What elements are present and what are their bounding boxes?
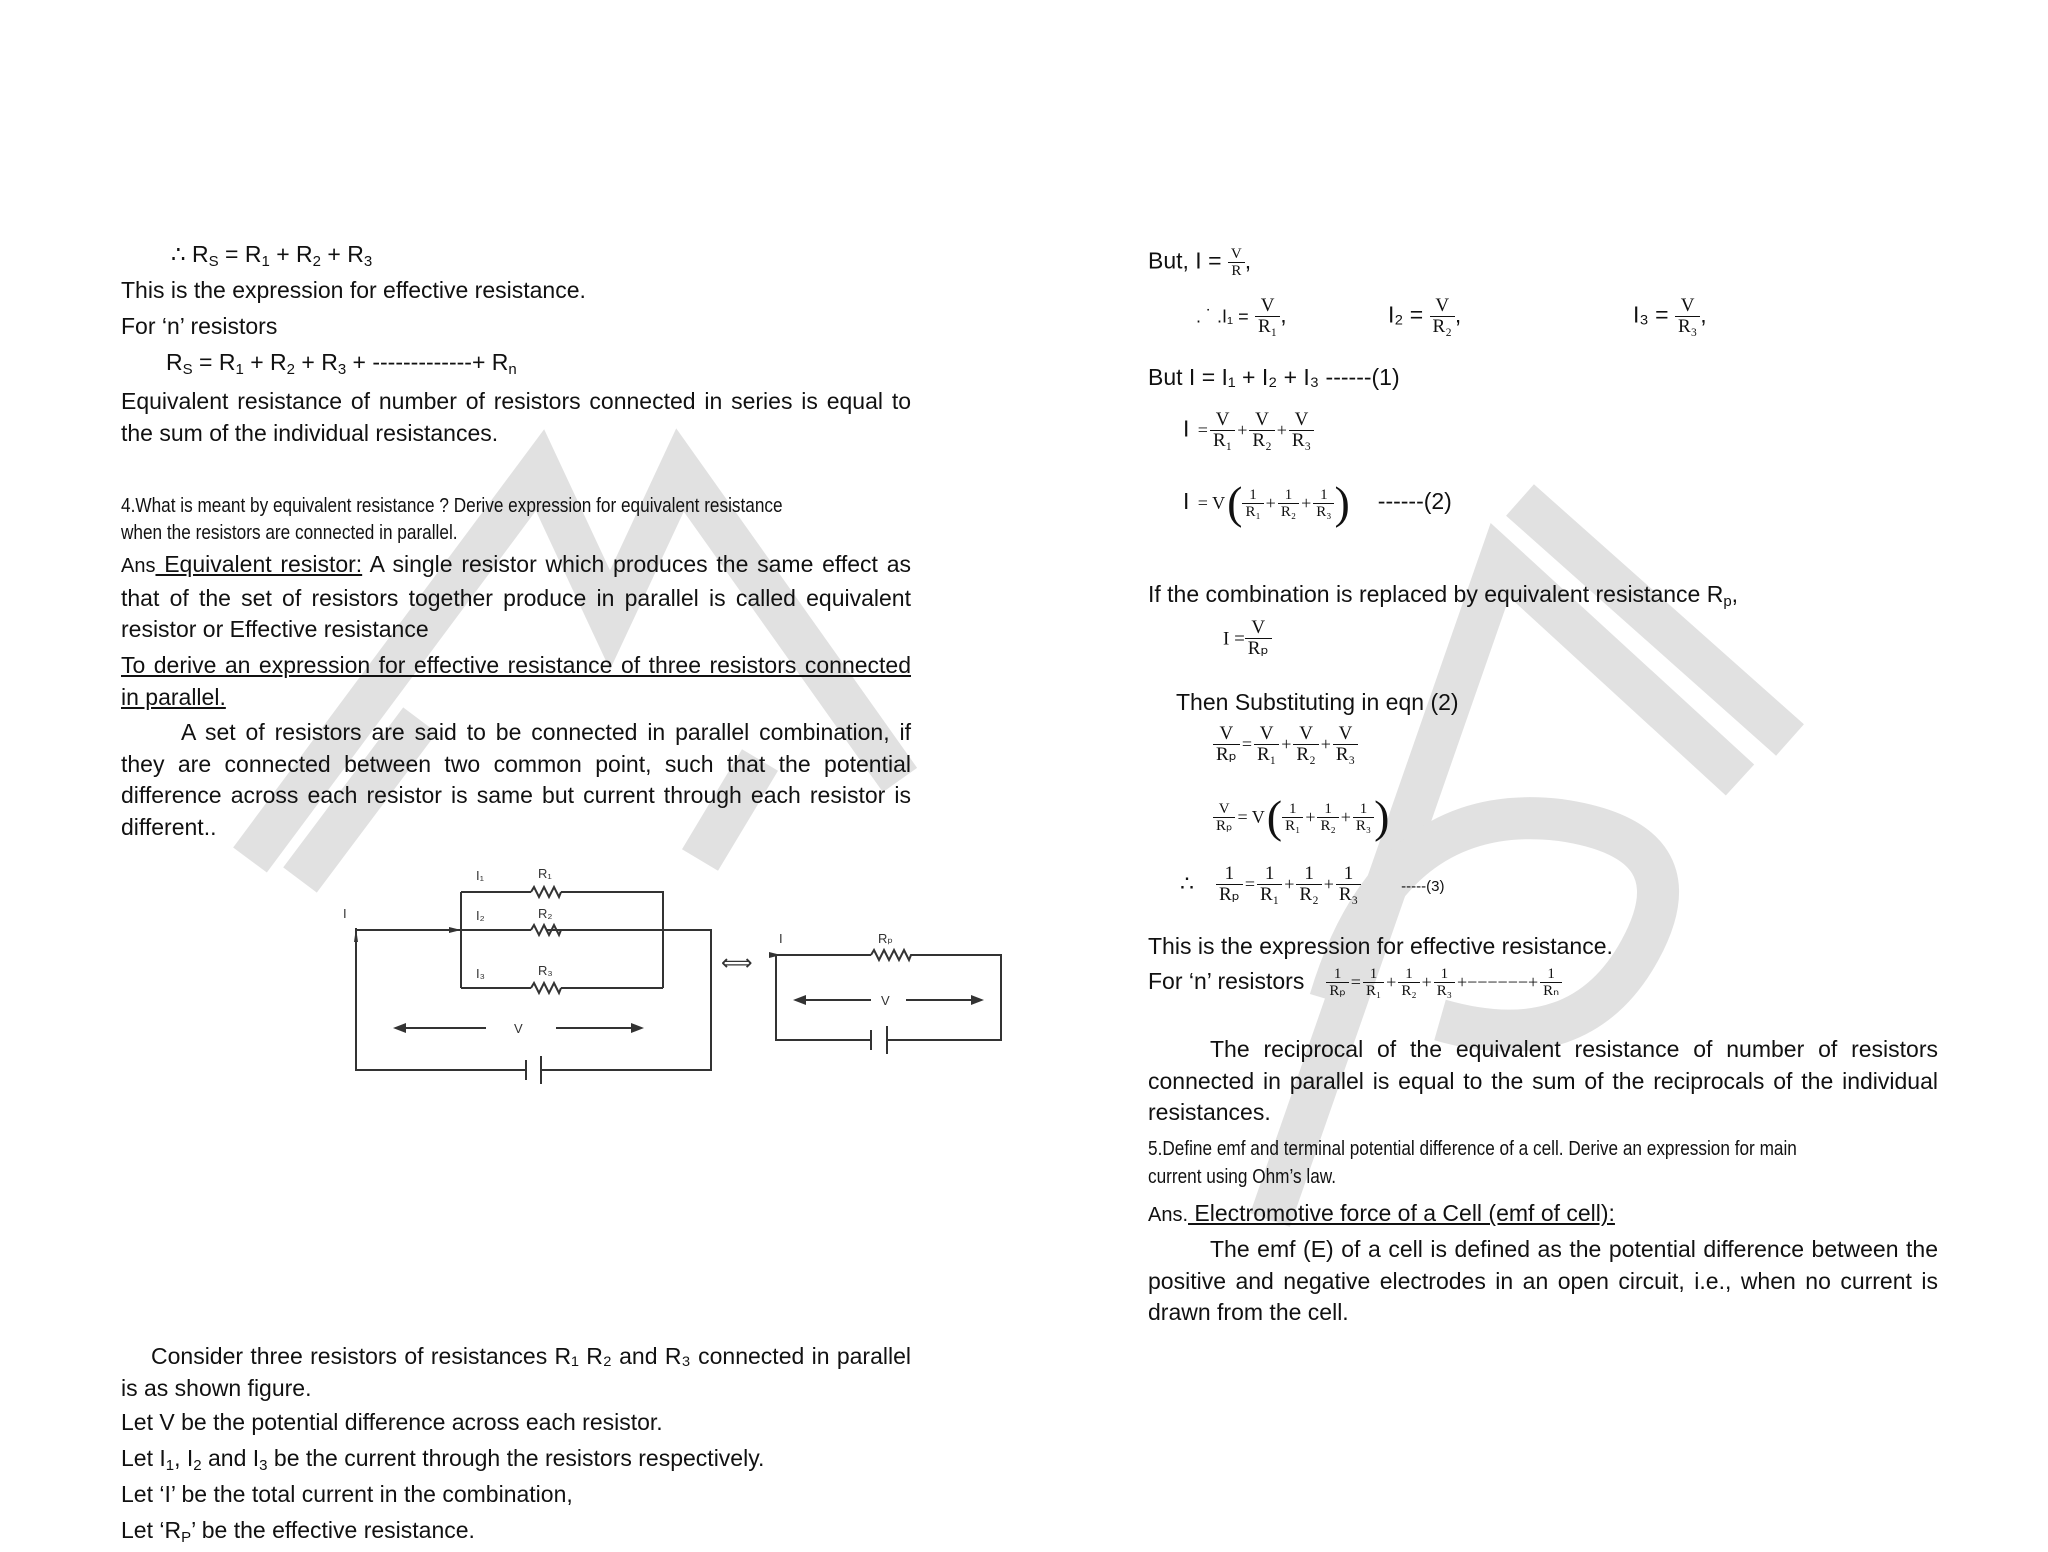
equivalence-arrow: ⟺ <box>721 950 753 975</box>
question-4-line2: when the resistors are connected in parallel. <box>121 522 458 544</box>
consider-three-resistors: Consider three resistors of resistances R₁ R₂ and R₃ connected in parallel is as shown figure. <box>121 1343 911 1401</box>
replaced-line: If the combination is replaced by equivalent resistance $R_p$, <box>1148 581 1739 610</box>
expression-note-right: This is the expression for effective resistance. <box>1148 933 1613 959</box>
eq-i-over-r: But, I = $\frac{V}{R}$ , <box>1148 246 1252 279</box>
eq-3: ∴ $\frac{1}{\text{Rₚ}}$ = $\frac{1}{\text{R₁}}$ + $\frac{1}{\text{R₂}}$ + $\frac{1}{\text{R₃}}$ -----(3) <box>1180 863 1445 905</box>
question-5-line2: current using Ohm’s law. <box>1148 1166 1337 1188</box>
circuit-label-i2: I₂ <box>476 908 485 923</box>
parallel-circuit-diagram <box>311 860 1011 1090</box>
series-formula: ∴ $R_S = R_1 + R_2 + R_3$ <box>171 241 373 270</box>
let-v: Let V be the potential difference across each resistor. <box>121 1409 663 1435</box>
n-resistors-label: For ‘n’ resistors <box>121 313 278 339</box>
eq-i3: I₃ = $\frac{V}{\text{R₃}}$ , <box>1633 295 1707 337</box>
circuit-label-i: I <box>343 906 347 921</box>
eq-2: I = V( $\frac{1}{\text{R₁}}$ + $\frac{1}{\text{R₂}}$ + $\frac{1}{\text{R₃}}$ ) ------(2) <box>1183 477 1452 528</box>
eq-n-resistors: For ‘n’ resistors $\frac{1}{\text{Rₚ}}$ = $\frac{1}{\text{R₁}}$ + $\frac{1}{\text{R₂}}$ + $\frac{1}{\text{R₃}}$ +−−−−−−+ $\frac{1}{\text{Rₙ}}$ <box>1148 966 1562 999</box>
emf-definition: The emf (E) of a cell is defined as the potential difference between the positive and negative electrodes in an open circuit, i.e., when no current is drawn from the cell. <box>1148 1236 1938 1325</box>
question-5-line1: 5.Define emf and terminal potential difference of a cell. Derive an expression for main <box>1148 1138 1797 1160</box>
series-conclusion: Equivalent resistance of number of resistors connected in series is equal to the sum of the individual resistances. <box>121 388 911 446</box>
circuit-label-rp: Rₚ <box>878 931 893 946</box>
answer-emf-heading: Ans. Electromotive force of a Cell (emf of cell): <box>1148 1200 1615 1226</box>
circuit-label-r2: R₂ <box>538 906 553 921</box>
circuit-label-i3: I₃ <box>476 966 485 981</box>
derive-heading: To derive an expression for effective resistance of three resistors connected in parallel. <box>121 652 911 710</box>
eq-i-v-rp: I = $\frac{V}{\text{Rₚ}}$ <box>1223 618 1272 659</box>
eq-i-sum: I = $\frac{V}{\text{R₁}}$ + $\frac{V}{\text{R₂}}$ + $\frac{V}{\text{R₃}}$ <box>1183 410 1314 451</box>
eq-i2: I₂ = $\frac{V}{\text{R₂}}$ , <box>1388 295 1462 337</box>
eq-v-rp-sum: $\frac{V}{\text{Rₚ}}$ = $\frac{V}{\text{R₁}}$ + $\frac{V}{\text{R₂}}$ + $\frac{V}{\text{R₃}}$ <box>1213 724 1358 765</box>
question-4-line1: 4.What is meant by equivalent resistance ? Derive expression for equivalent resistance <box>121 495 783 517</box>
let-total-current: Let ‘I’ be the total current in the combination, <box>121 1481 573 1507</box>
answer-equivalent-resistor: Ans Equivalent resistor: A single resistor which produces the same effect as that of the set of resistors together produce in parallel is called equivalent resistor or Effective resistance <box>121 551 911 642</box>
circuit-label-i-right: I <box>779 931 783 946</box>
let-currents: Let $I_1$, $I_2$ and $I_3$ be the current through the resistors respectively. <box>121 1445 765 1474</box>
let-rp: Let ‘$R_P$’ be the effective resistance. <box>121 1517 475 1546</box>
circuit-label-v-right: V <box>881 993 890 1008</box>
circuit-label-r1: R₁ <box>538 866 552 881</box>
eq-1: But I = I₁ + I₂ + I₃ ------(1) <box>1148 364 1400 390</box>
circuit-label-r3: R₃ <box>538 963 553 978</box>
expression-note: This is the expression for effective resistance. <box>121 277 586 303</box>
eq-i1: . ˙ .I₁ = $\frac{V}{\text{R₁}}$ , <box>1196 295 1287 337</box>
parallel-definition: A set of resistors are said to be connected in parallel combination, if they are connected between two common point, such that the potential difference across each resistor is same but current through each resistor is different.. <box>121 719 911 840</box>
substituting-line: Then Substituting in eqn (2) <box>1176 689 1459 715</box>
eq-v-rp-factored: $\frac{V}{\text{Rₚ}}$ = V( $\frac{1}{\text{R₁}}$ + $\frac{1}{\text{R₂}}$ + $\frac{1}{\text{R₃}}$ ) <box>1213 794 1389 840</box>
circuit-label-v: V <box>514 1021 523 1036</box>
series-n-formula: $R_S = R_1 + R_2 + R_3$ + -------------+ $R_n$ <box>166 349 517 378</box>
circuit-label-i1: I₁ <box>476 868 484 883</box>
reciprocal-conclusion: The reciprocal of the equivalent resistance of number of resistors connected in parallel is equal to the sum of the reciprocals of the individual resistances. <box>1148 1036 1938 1125</box>
